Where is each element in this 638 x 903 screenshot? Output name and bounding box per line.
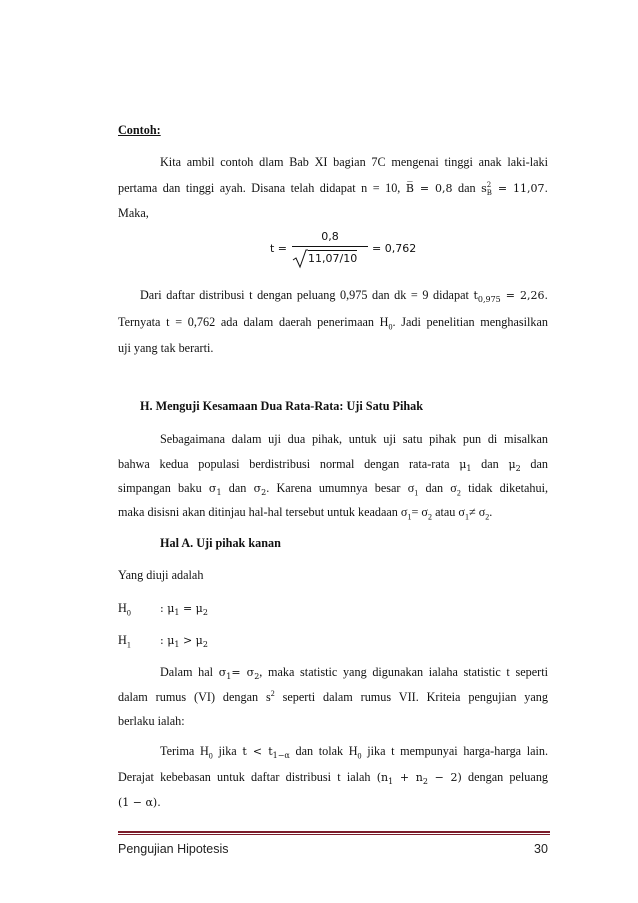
footer-title: Pengujian Hipotesis: [118, 842, 229, 856]
hal-a-p2-line-3: berlaku ialah:: [118, 714, 185, 728]
example-line-1: Kita ambil contoh dlam Bab XI bagian 7C mengenai tinggi anak laki-laki: [160, 155, 548, 169]
footer-rule: [118, 831, 550, 833]
hal-a-p3-line-1: Terima $H_0$ jika $t < t_{1-\alpha}$ dan tolak $H_0$ jika t mempunyai harga-harga lain.: [160, 744, 549, 761]
sqrt-icon: [292, 249, 308, 269]
hal-a-p3-line-3: (1 − α).: [118, 796, 161, 809]
result-line-3: uji yang tak berarti.: [118, 341, 214, 355]
example-text: dan: [458, 181, 476, 195]
section-h-title: H. Menguji Kesamaan Dua Rata-Rata: Uji Satu Pihak: [140, 399, 424, 413]
h1-label: $H_1$: [118, 633, 131, 650]
hal-a-p3-line-2: Derajat kebebasan untuk daftar distribusi t ialah $(n_1 + n_2 - 2)$ dengan peluang: [118, 770, 549, 787]
section-h-line-4: maka disisni akan ditinjau hal-hal tersebut untuk keadaan $\sigma_1= \sigma_2$ atau $\sigma_1\ne \sigma_2$.: [118, 505, 493, 522]
example-text: pertama dan tinggi ayah. Disana telah didapat n = 10,: [118, 181, 401, 195]
t-statistic-formula: [270, 230, 440, 270]
result-text: Dari daftar distribusi t dengan peluang 0,975 dan dk = 9 didapat: [140, 288, 469, 302]
result-line-1: [140, 287, 548, 304]
hal-a-p2-line-2: dalam rumus (VI) dengan $s^2$ seperti dalam rumus VII. Kriteia pengujian yang: [118, 688, 548, 704]
mu-2-symbol: $\mu_2$: [508, 458, 521, 474]
sigma-1-symbol: $\sigma_1$: [208, 482, 222, 498]
variance-b-value: s 2 B = 11,07.: [481, 181, 549, 197]
h1-expression: : $\mu_1 > \mu_2$: [160, 634, 208, 650]
mean-b-value: B̅ = 0,8: [405, 182, 453, 195]
formula-rhs: = 0,762: [372, 242, 417, 255]
t-table-value: $t_{0,975} = 2,26$.: [473, 289, 549, 305]
sigma-2-symbol: $\sigma_2$: [253, 482, 267, 498]
h0-expression: : $\mu_1 = \mu_2$: [160, 602, 208, 618]
formula-numerator: 0,8: [321, 230, 339, 243]
section-h-line-1: Sebagaimana dalam uji dua pihak, untuk uji satu pihak pun di misalkan: [160, 432, 548, 446]
tested-label: Yang diuji adalah: [118, 568, 204, 582]
footer-rule-thin: [118, 834, 550, 835]
example-line-3: Maka,: [118, 206, 149, 220]
result-text: Ternyata t = 0,762 ada dalam daerah penerimaan $H_0$. Jadi penelitian menghasilkan: [118, 315, 548, 332]
page-number: 30: [534, 842, 548, 856]
fraction-bar: [292, 246, 368, 247]
acceptance-criterion: $t < t_{1-\alpha}$: [242, 745, 290, 761]
hal-a-p2-line-1: Dalam hal $\sigma_1= \sigma_2$, maka statistic yang digunakan ialaha statistic t seperti: [160, 665, 548, 682]
example-heading: Contoh:: [118, 123, 161, 137]
section-h-line-3: simpangan baku $\sigma_1$ dan $\sigma_2$. Karena umumnya besar $\sigma_1$ dan $\sigma_2$ tidak diketahui,: [118, 481, 549, 498]
sigma-equal-expr: $\sigma_1= \sigma_2$: [218, 666, 260, 682]
degrees-of-freedom-expr: $(n_1 + n_2 - 2)$: [376, 771, 462, 787]
formula-lhs: t =: [270, 242, 288, 255]
hal-a-title: Hal A. Uji pihak kanan: [160, 536, 281, 550]
mu-1-symbol: $\mu_1$: [459, 458, 472, 474]
section-h-line-2: bahwa kedua populasi berdistribusi normal dengan rata-rata $\mu_1$ dan $\mu_2$ dan: [118, 457, 549, 474]
result-line-2: [118, 314, 548, 330]
h0-label: $H_0$: [118, 601, 131, 618]
formula-denominator: 11,07/10: [308, 252, 358, 265]
example-line-2: [118, 180, 548, 197]
